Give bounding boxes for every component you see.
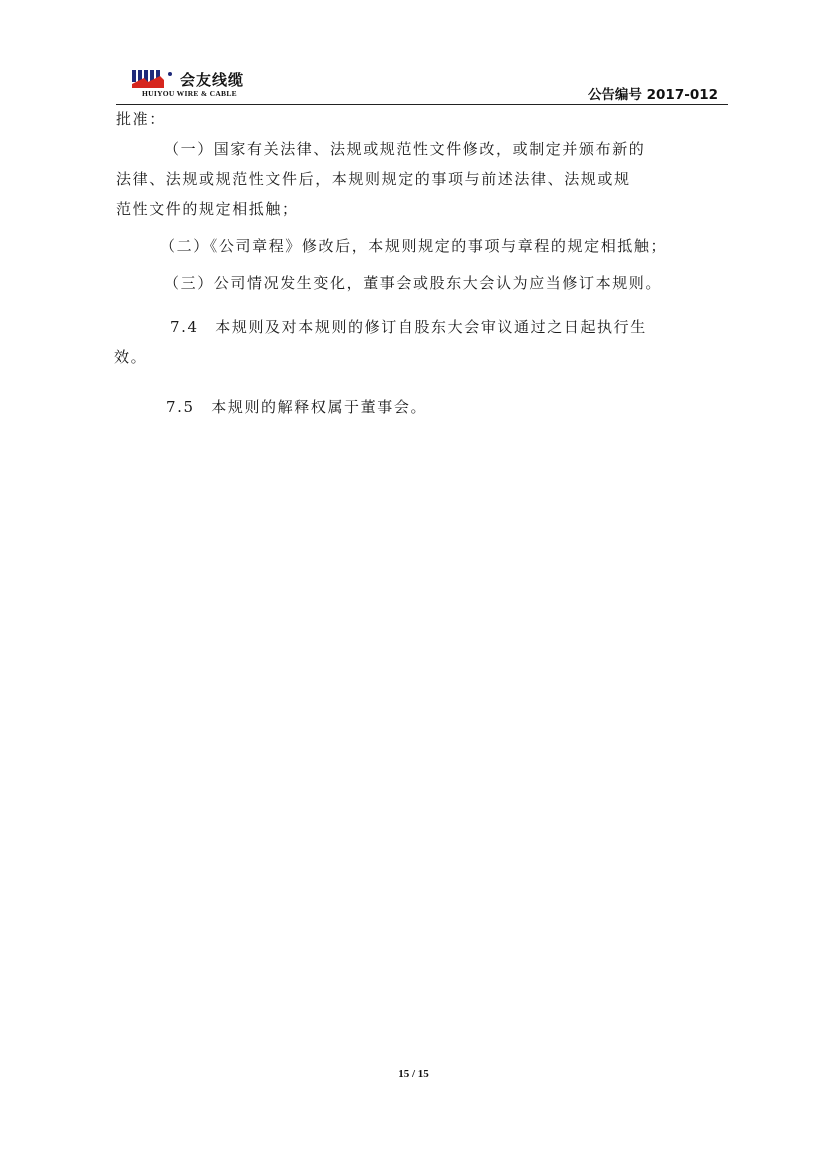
paragraph-item-1 — [116, 134, 728, 224]
logo-english-name: HUIYOU WIRE & CABLE — [142, 89, 237, 98]
paragraph-approval — [116, 104, 728, 134]
announcement-number: 公告编号 2017-012 — [587, 87, 718, 103]
text-line: 范性文件的规定相抵触； — [116, 200, 299, 218]
paragraph-7-5 — [116, 392, 728, 422]
text-line: （一）国家有关法律、法规或规范性文件修改，或制定并颁布新的 — [164, 140, 646, 158]
paragraph-item-3 — [116, 268, 728, 298]
page-number: 15 / 15 — [398, 1068, 429, 1080]
logo-mark-icon — [130, 68, 178, 90]
paragraph-item-2 — [116, 231, 728, 261]
text-line: （三）公司情况发生变化，董事会或股东大会认为应当修订本规则。 — [164, 274, 663, 292]
text-line: 7.5 本规则的解释权属于董事会。 — [166, 398, 428, 416]
document-body — [116, 104, 728, 422]
text-line: 批准： — [116, 110, 166, 128]
company-logo — [130, 68, 300, 98]
page-header — [116, 66, 728, 105]
text-line: （二）《公司章程》修改后，本规则规定的事项与章程的规定相抵触； — [160, 237, 668, 255]
text-line: 法律、法规或规范性文件后，本规则规定的事项与前述法律、法规或规 — [116, 170, 631, 188]
text-line: 7.4 本规则及对本规则的修订自股东大会审议通过之日起执行生 — [170, 318, 647, 336]
logo-chinese-name: 会友线缆 — [180, 71, 245, 89]
text-line: 效。 — [114, 348, 148, 366]
paragraph-7-4 — [116, 312, 728, 372]
